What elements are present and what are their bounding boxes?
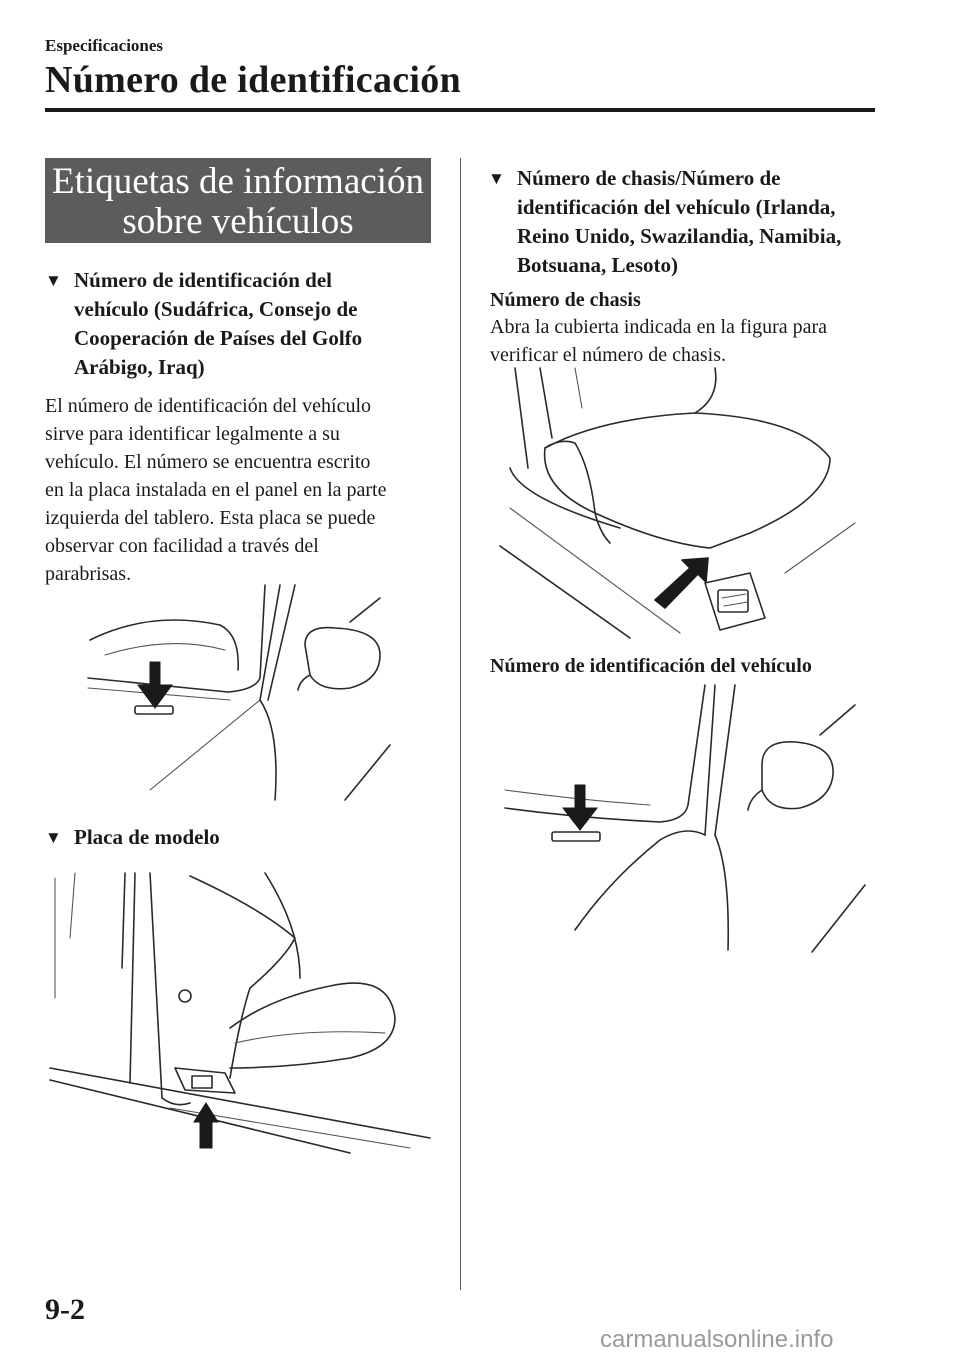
heading-line: vehículo (Sudáfrica, Consejo de (74, 297, 358, 321)
section-heading-vin (45, 266, 445, 386)
heading-line: Botsuana, Lesoto) (517, 253, 679, 277)
heading-line: identificación del vehículo (Irlanda, (517, 195, 836, 219)
paragraph-line: vehículo. El número se encuentra escrito (45, 451, 371, 473)
paragraph-line: sirve para identificar legalmente a su (45, 423, 340, 445)
column-divider (460, 158, 461, 1290)
vin-windshield-illustration (500, 680, 870, 955)
page-title: Número de identificación (45, 59, 462, 101)
heading-line: Cooperación de Países del Golfo (74, 326, 363, 350)
heading-line: Número de identificación del (74, 268, 333, 292)
paragraph-line: Abra la cubierta indicada en la figura para (490, 316, 828, 338)
vin-subtitle: Número de identificación del vehículo (490, 655, 812, 677)
chassis-number-illustration (500, 368, 870, 643)
triangle-bullet-icon: ▼ (45, 271, 62, 290)
vin-paragraph (45, 392, 445, 588)
section-banner (45, 158, 431, 243)
paragraph-line: parabrisas. (45, 563, 132, 585)
banner-line: Etiquetas de información (52, 161, 424, 202)
page-number: 9-2 (45, 1293, 85, 1326)
heading-line: Placa de modelo (74, 825, 220, 849)
chapter-label: Especificaciones (45, 36, 164, 55)
paragraph-line: izquierda del tablero. Esta placa se puede (45, 507, 376, 529)
triangle-bullet-icon: ▼ (488, 169, 505, 188)
dashboard-vin-illustration (80, 580, 400, 805)
paragraph-line: observar con facilidad a través del (45, 535, 319, 557)
chassis-paragraph (490, 313, 890, 369)
model-plate-illustration (50, 868, 430, 1158)
section-heading-model-plate (45, 823, 445, 855)
title-rule (45, 108, 875, 112)
paragraph-line: verificar el número de chasis. (490, 344, 727, 366)
paragraph-line: El número de identificación del vehículo (45, 395, 371, 417)
heading-line: Arábigo, Iraq) (74, 355, 205, 379)
watermark: carmanualsonline.info (600, 1326, 834, 1353)
triangle-bullet-icon: ▼ (45, 828, 62, 847)
heading-line: Número de chasis/Número de (517, 166, 781, 190)
banner-line: sobre vehículos (122, 201, 354, 242)
chassis-subtitle: Número de chasis (490, 289, 641, 311)
heading-line: Reino Unido, Swazilandia, Namibia, (517, 224, 842, 248)
paragraph-line: en la placa instalada en el panel en la parte (45, 479, 387, 501)
section-heading-chassis (488, 164, 888, 284)
